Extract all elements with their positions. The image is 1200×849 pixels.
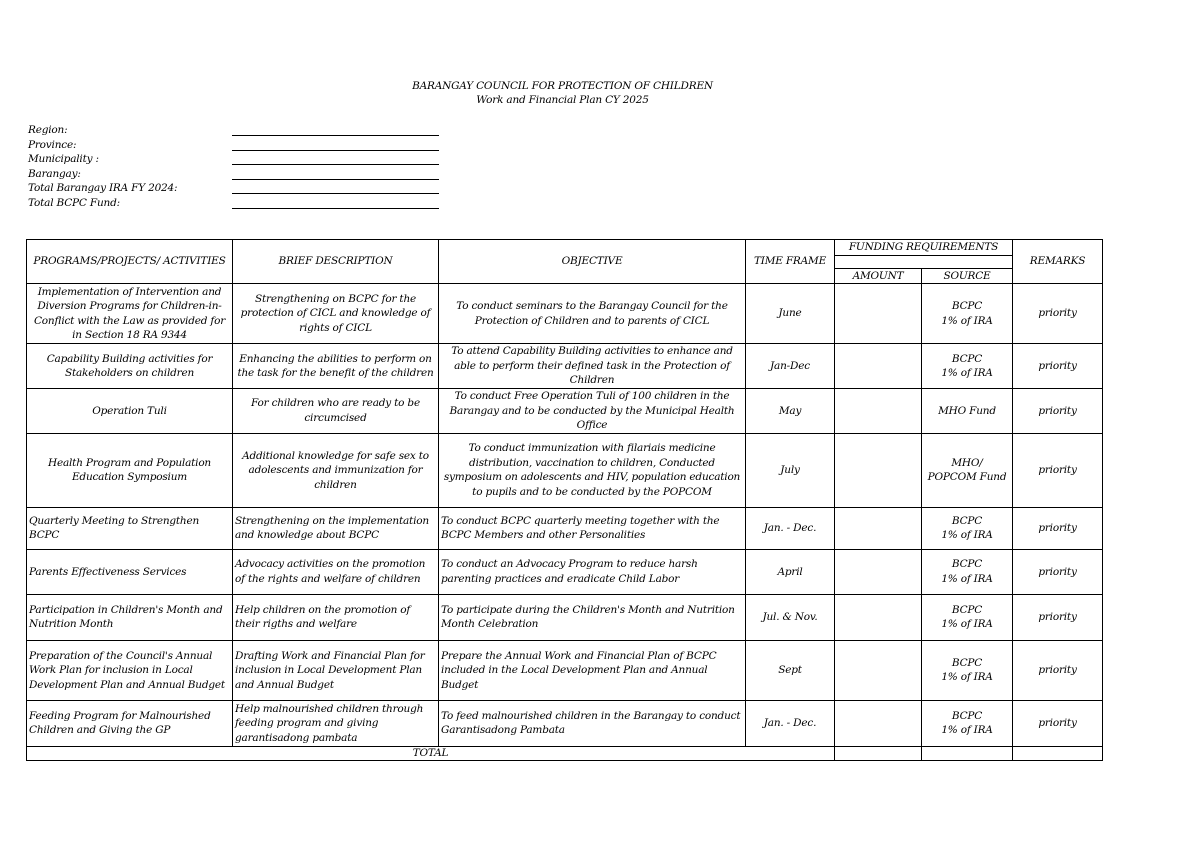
region-blank-line <box>232 135 439 136</box>
source-cell: BCPC 1% of IRA <box>922 640 1013 700</box>
time-frame-cell: Jan. - Dec. <box>746 507 835 549</box>
total-ira-label: Total Barangay IRA FY 2024: <box>28 182 178 195</box>
description-cell: Additional knowledge for safe sex to adolescents and immunization for children <box>233 433 439 507</box>
objective-cell: To conduct immunization with filariais medicine distribution, vaccination to children, Conducted symposium on adolescents and HIV, population education to pupils and to be conducted by the POPCOM <box>439 433 746 507</box>
source-cell: BCPC 1% of IRA <box>922 549 1013 594</box>
info-row-barangay <box>28 167 177 182</box>
program-cell: Preparation of the Council's Annual Work Plan for inclusion in Local Development Plan and Annual Budget <box>27 640 233 700</box>
info-fields <box>28 123 177 211</box>
table-row <box>27 344 1103 389</box>
program-cell: Implementation of Intervention and Diversion Programs for Children-in-Conflict with the Law as provided for in Section 18 RA 9344 <box>27 284 233 344</box>
program-cell: Health Program and Population Education Symposium <box>27 433 233 507</box>
total-row <box>27 746 1103 760</box>
table-row <box>27 700 1103 746</box>
source-cell: BCPC 1% of IRA <box>922 507 1013 549</box>
info-row-region <box>28 123 177 138</box>
amount-cell <box>835 640 922 700</box>
description-cell: For children who are ready to be circumcised <box>233 389 439 434</box>
remarks-cell: priority <box>1013 433 1103 507</box>
objective-cell: To attend Capability Building activities to enhance and able to perform their defined task in the Protection of Children <box>439 344 746 389</box>
header-brief-description: BRIEF DESCRIPTION <box>233 240 439 284</box>
remarks-cell: priority <box>1013 640 1103 700</box>
description-cell: Enhancing the abilities to perform on the task for the benefit of the children <box>233 344 439 389</box>
total-bcpc-fund-blank-line <box>232 208 439 209</box>
total-label: TOTAL <box>27 746 835 760</box>
header-programs: PROGRAMS/PROJECTS/ ACTIVITIES <box>27 240 233 284</box>
remarks-cell: priority <box>1013 549 1103 594</box>
info-row-total-ira <box>28 181 177 196</box>
time-frame-cell: Sept <box>746 640 835 700</box>
table-row <box>27 389 1103 434</box>
time-frame-cell: Jan. - Dec. <box>746 700 835 746</box>
description-cell: Help malnourished children through feeding program and giving garantisadong pambata <box>233 700 439 746</box>
header-source: SOURCE <box>922 268 1013 284</box>
info-row-total-bcpc-fund <box>28 196 177 211</box>
table-row <box>27 433 1103 507</box>
time-frame-cell: Jan-Dec <box>746 344 835 389</box>
region-label: Region: <box>28 124 68 136</box>
objective-cell: To conduct seminars to the Barangay Council for the Protection of Children and to parents of CICL <box>439 284 746 344</box>
total-bcpc-fund-label: Total BCPC Fund: <box>28 196 120 209</box>
total-source-cell <box>922 746 1013 760</box>
work-financial-plan-table <box>26 239 1103 761</box>
header-funding-spacer <box>835 255 1013 268</box>
source-cell: MHO Fund <box>922 389 1013 434</box>
program-cell: Operation Tuli <box>27 389 233 434</box>
remarks-cell: priority <box>1013 700 1103 746</box>
objective-cell: To participate during the Children's Month and Nutrition Month Celebration <box>439 594 746 640</box>
info-row-municipality <box>28 152 177 167</box>
remarks-cell: priority <box>1013 389 1103 434</box>
remarks-cell: priority <box>1013 594 1103 640</box>
time-frame-cell: July <box>746 433 835 507</box>
objective-cell: To conduct an Advocacy Program to reduce harsh parenting practices and eradicate Child Labor <box>439 549 746 594</box>
source-cell: MHO/ POPCOM Fund <box>922 433 1013 507</box>
program-cell: Participation in Children's Month and Nutrition Month <box>27 594 233 640</box>
province-blank-line <box>232 150 439 151</box>
table-row <box>27 594 1103 640</box>
amount-cell <box>835 284 922 344</box>
objective-cell: To conduct BCPC quarterly meeting together with the BCPC Members and other Personalities <box>439 507 746 549</box>
description-cell: Advocacy activities on the promotion of the rights and welfare of children <box>233 549 439 594</box>
barangay-blank-line <box>232 179 439 180</box>
document-header <box>0 79 1125 107</box>
table-row <box>27 549 1103 594</box>
description-cell: Drafting Work and Financial Plan for inclusion in Local Development Plan and Annual Budget <box>233 640 439 700</box>
amount-cell <box>835 507 922 549</box>
objective-cell: Prepare the Annual Work and Financial Plan of BCPC included in the Local Development Plan and Annual Budget <box>439 640 746 700</box>
source-cell: BCPC 1% of IRA <box>922 284 1013 344</box>
document-title: BARANGAY COUNCIL FOR PROTECTION OF CHILDREN <box>412 80 713 92</box>
header-amount: AMOUNT <box>835 268 922 284</box>
total-ira-blank-line <box>232 193 439 194</box>
total-amount-cell <box>835 746 922 760</box>
amount-cell <box>835 594 922 640</box>
objective-cell: To conduct Free Operation Tuli of 100 children in the Barangay and to be conducted by the Municipal Health Office <box>439 389 746 434</box>
program-cell: Parents Effectiveness Services <box>27 549 233 594</box>
description-cell: Strengthening on the implementation and knowledge about BCPC <box>233 507 439 549</box>
province-label: Province: <box>28 138 77 151</box>
description-cell: Strengthening on BCPC for the protection of CICL and knowledge of rights of CICL <box>233 284 439 344</box>
header-objective: OBJECTIVE <box>439 240 746 284</box>
description-cell: Help children on the promotion of their rigths and welfare <box>233 594 439 640</box>
total-remarks-cell <box>1013 746 1103 760</box>
amount-cell <box>835 433 922 507</box>
header-time-frame: TIME FRAME <box>746 240 835 284</box>
remarks-cell: priority <box>1013 344 1103 389</box>
header-remarks: REMARKS <box>1013 240 1103 284</box>
time-frame-cell: Jul. & Nov. <box>746 594 835 640</box>
program-cell: Feeding Program for Malnourished Children and Giving the GP <box>27 700 233 746</box>
table-row <box>27 507 1103 549</box>
municipality-blank-line <box>232 164 439 165</box>
info-row-province <box>28 138 177 153</box>
source-cell: BCPC 1% of IRA <box>922 344 1013 389</box>
barangay-label: Barangay: <box>28 167 81 180</box>
document-subtitle: Work and Financial Plan CY 2025 <box>476 94 649 106</box>
amount-cell <box>835 344 922 389</box>
remarks-cell: priority <box>1013 507 1103 549</box>
municipality-label: Municipality : <box>28 153 99 166</box>
objective-cell: To feed malnourished children in the Barangay to conduct Garantisadong Pambata <box>439 700 746 746</box>
program-cell: Capability Building activities for Stakeholders on children <box>27 344 233 389</box>
remarks-cell: priority <box>1013 284 1103 344</box>
table-row <box>27 640 1103 700</box>
header-funding-requirements: FUNDING REQUIREMENTS <box>835 240 1013 256</box>
time-frame-cell: April <box>746 549 835 594</box>
amount-cell <box>835 549 922 594</box>
amount-cell <box>835 389 922 434</box>
table-row <box>27 284 1103 344</box>
time-frame-cell: June <box>746 284 835 344</box>
source-cell: BCPC 1% of IRA <box>922 700 1013 746</box>
time-frame-cell: May <box>746 389 835 434</box>
amount-cell <box>835 700 922 746</box>
program-cell: Quarterly Meeting to Strengthen BCPC <box>27 507 233 549</box>
source-cell: BCPC 1% of IRA <box>922 594 1013 640</box>
